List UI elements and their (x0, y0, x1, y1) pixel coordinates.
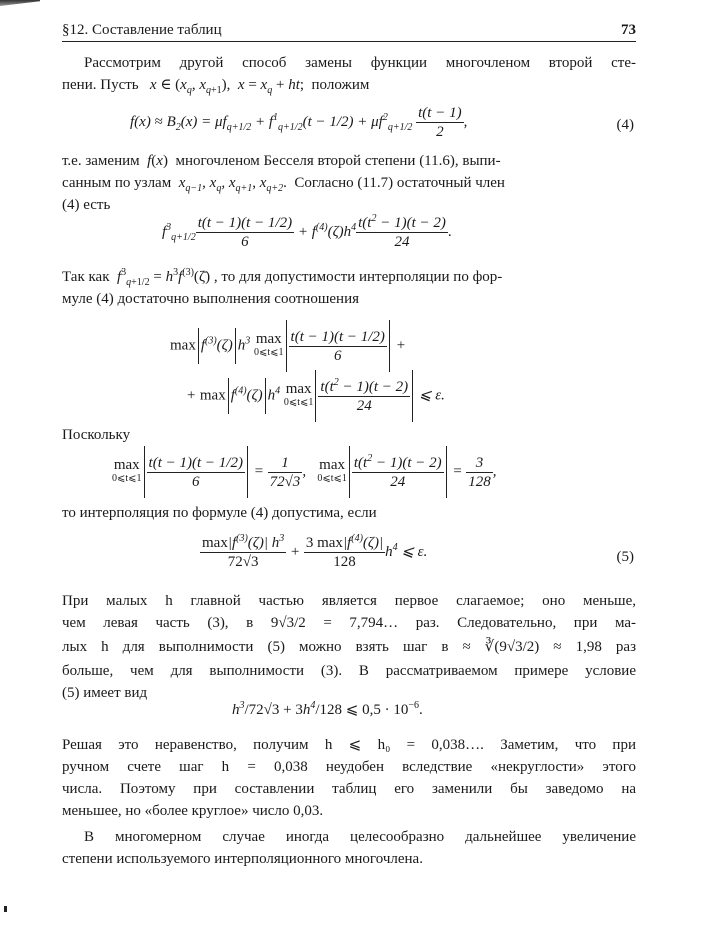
text-line: больше, чем для выполнимости (3). В рассматриваемом примере условие (62, 663, 636, 679)
text-line: Поскольку (62, 427, 131, 443)
page-number: 73 (621, 22, 636, 38)
remainder-formula: $f^3_{q+1/2}$ $\frac{t(t - 1)(t - 1/2)}{6}$ + $f^{(4)}(\zeta)h^4$ $\frac{t(t^2 - 1)(t - 2)}{24}$ . (162, 213, 452, 250)
text-line: ручном счете шаг h = 0,038 неудобен вследствие «некруглости» этого (62, 759, 636, 775)
text-line: санным по узлам $x_{q-1}$, $x_q$, $x_{q+1}$, $x_{q+2}$. Согласно (11.7) остаточный член (62, 175, 505, 194)
text-run: т.е. заменим (62, 153, 140, 169)
equation-4: $f(x) \approx B_2(x) = \mu f_{q+1/2} + f^1_{q+1/2}(t - 1/2) + \mu f^2_{q+1/2}$ $\frac{t(t - 1)}{2}$ , (130, 105, 468, 140)
equation-label: (5) (616, 549, 634, 565)
condition-formula: $h^3/72√3 + 3h^4/128$ ⩽ $0,5 \cdot 10^{-6}$. (232, 700, 423, 718)
max-values: max 0⩽t⩽1 $\frac{t(t - 1)(t - 1/2)}{6}$ = $\frac{1}{72√3}$ , max 0⩽t⩽1 $\frac{t(t^2 - 1)(t - 2)}{24}$ = $\frac{3}{128}$ , (112, 446, 496, 498)
equation-5: $\frac{\max|f^{(3)}(\zeta)| h^3}{72√3}$ + $\frac{3 \max|f^{(4)}(\zeta)|}{128}$ $h^4$ ⩽ ε. (202, 533, 428, 570)
text-line: степени используемого интерполяционного многочлена. (62, 851, 423, 867)
max-inequality-line1: $\max f^{(3)}(\zeta)$ $h^3$ max 0⩽t⩽1 $\frac{t(t - 1)(t - 1/2)}{6}$ + (170, 320, 406, 372)
text-line: то интерполяция по формуле (4) допустима, если (62, 505, 377, 521)
text-line: Рассмотрим другой способ замены функции многочленом второй сте- (84, 55, 636, 71)
text-line: муле (4) достаточно выполнения соотношения (62, 291, 359, 307)
scan-speck (4, 906, 7, 912)
text-line: т.е. заменим f(x) многочленом Бесселя второй степени (11.6), выпи- (62, 153, 501, 169)
text-line: пени. Пусть x ∈ ($x_q$, $x_{q+1}$), $x = x_q$ + ht; положим (62, 77, 370, 96)
text-line: В многомерном случае иногда целесообразно дальнейшее увеличение (84, 829, 636, 845)
text-line: числа. Поэтому при составлении таблиц его заменили бы заведомо на (62, 781, 636, 797)
text-line: (5) имеет вид (62, 685, 148, 701)
text-run: санным по узлам (62, 175, 172, 191)
header-rule (62, 41, 636, 42)
text-run: , то для допустимости интерполяции по фор- (213, 269, 503, 285)
text-run: Согласно (11.7) остаточный член (294, 175, 505, 191)
text-run: положим (311, 77, 370, 93)
text-run: Так как (62, 269, 110, 285)
text-line: (4) есть (62, 197, 111, 213)
text-line: меньшее, но «более круглое» число 0,03. (62, 803, 324, 819)
text-line: лых h для выполнимости (5) можно взять шаг в ≈ ∛(9√3/2) ≈ 1,98 раз (62, 639, 636, 655)
equation-label: (4) (616, 117, 634, 133)
text-line: чем левая часть (3), в 9√3/2 = 7,794… раз. Следовательно, при ма- (62, 615, 636, 631)
text-run: многочленом Бесселя второй степени (11.6), выпи- (175, 153, 501, 169)
running-header (62, 22, 636, 40)
scan-corner-mark (0, 0, 40, 6)
text-line: При малых h главной частью является первое слагаемое; оно меньше, (62, 593, 636, 609)
text-line: Решая это неравенство, получим h ⩽ h₀ = 0,038…. Заметим, что при (62, 737, 636, 753)
section-title: §12. Составление таблиц (62, 22, 222, 38)
text-run: пени. Пусть (62, 77, 139, 93)
text-line: Так как $f^3_{q+1/2}$ = $h^3f^{(3)}(\zetā)$ , то для допустимости интерполяции по фор- (62, 267, 503, 288)
max-inequality-line2: + $\max f^{(4)}(\zeta)$ $h^4$ max 0⩽t⩽1 $\frac{t(t^2 - 1)(t - 2)}{24}$ ⩽ ε. (186, 370, 445, 422)
